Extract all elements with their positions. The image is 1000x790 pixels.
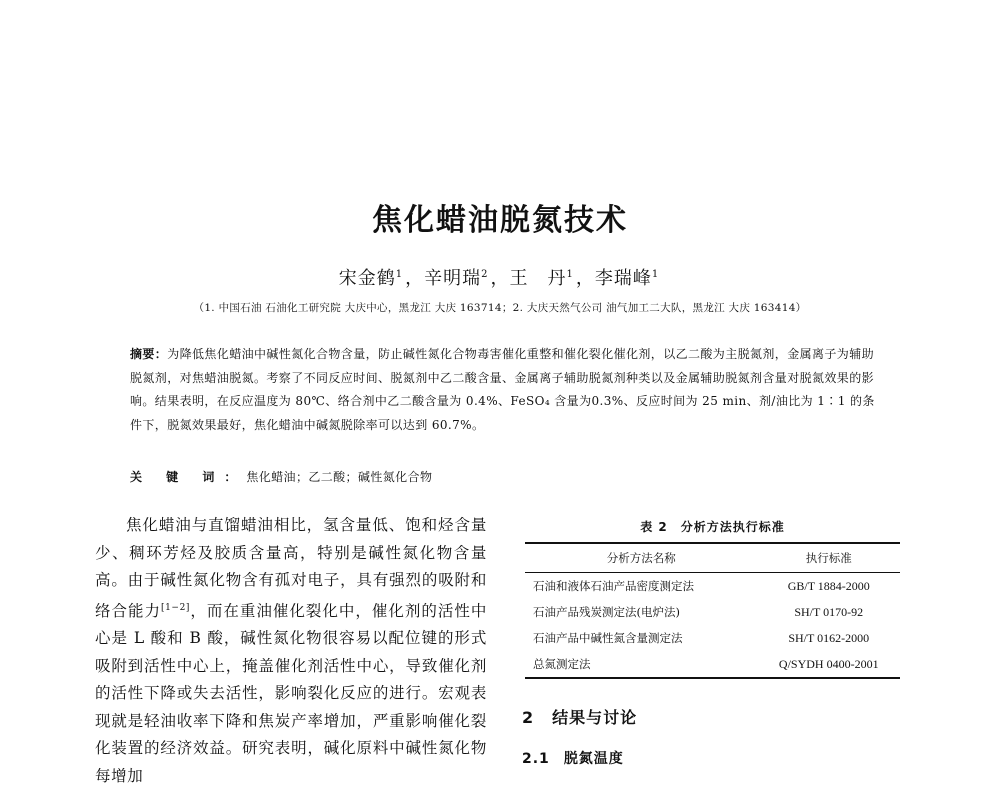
- standard-code-cell: SH/T 0170-92: [794, 604, 864, 619]
- keywords-label: 关 键 词：: [130, 470, 247, 484]
- author-affil-mark: 1: [566, 269, 574, 280]
- table-row: [525, 599, 900, 625]
- abstract: [130, 343, 880, 437]
- method-name-cell: 总氮测定法: [525, 651, 758, 678]
- author-name: 王 丹: [509, 268, 567, 289]
- citation: [1−2]: [161, 602, 191, 613]
- method-name-cell: 石油和液体石油产品密度测定法: [533, 579, 694, 593]
- section-title: 结果与讨论: [552, 708, 638, 727]
- table-row: [525, 625, 900, 651]
- keywords-text: 焦化蜡油；乙二酸；碱性氮化合物: [246, 470, 433, 484]
- author-name: 宋金鹤: [338, 268, 396, 289]
- body-paragraph: [95, 512, 487, 790]
- author-name: 辛明瑞: [424, 268, 482, 289]
- body-text: ，而在重油催化裂化中，催化剂的活性中心是 L 酸和 B 酸，碱性氮化物很容易以配位键的形式吸附到活性中心上，掩盖催化剂活性中心，导致催化剂的活性下降或失去活性，影响裂化反应的进行。宏观表现就是轻油收率下降和焦炭产率增加，严重影响催化裂化装置的经济效益。研究表明，碱化原料中碱性氮化物每增加: [95, 601, 487, 785]
- section-number: 2: [522, 708, 535, 727]
- author-affil-mark: 1: [395, 269, 404, 280]
- table-header-cell: 分析方法名称: [525, 543, 758, 573]
- table-header-row: [525, 543, 900, 573]
- table-row: [525, 651, 900, 678]
- author-separator: ，: [405, 268, 425, 289]
- subsection-number: 2.1: [522, 751, 550, 767]
- keywords: [130, 468, 432, 485]
- author-affil-mark: 2: [481, 269, 489, 280]
- standard-code-cell: GB/T 1884-2000: [787, 578, 870, 593]
- table-caption: 表 2 分析方法执行标准: [640, 520, 785, 534]
- author-affil-mark: 1: [651, 269, 660, 280]
- abstract-label: 摘要：: [130, 347, 168, 361]
- section-heading: [522, 705, 637, 728]
- paper-title: 焦化蜡油脱氮技术: [372, 203, 628, 238]
- standard-code-cell: Q/SYDH 0400-2001: [758, 651, 901, 678]
- table-row: [525, 573, 900, 600]
- author-line: [0, 264, 1000, 290]
- author-separator: ，: [575, 268, 595, 289]
- author-name: 李瑞峰: [594, 268, 652, 289]
- method-name-cell: 石油产品中碱性氮含量测定法: [533, 631, 683, 645]
- abstract-text: 为降低焦化蜡油中碱性氮化合物含量，防止碱性氮化合物毒害催化重整和催化裂化催化剂，以乙二酸为主脱氮剂，金属离子为辅助脱氮剂，对焦蜡油脱氮。考察了不同反应时间、脱氮剂中乙二酸含量、金属离子辅助脱氮剂种类以及金属辅助脱氮剂含量对脱氮效果的影响。结果表明，在反应温度为 80℃、络合剂中乙二酸含量为 0.4%、FeSO₄ 含量为0.3%、反应时间为 25 min、剂/油比为 1∶1 的条件下，脱氮效果最好，焦化蜡油中碱氮脱除率可以达到 60.7%。: [130, 347, 875, 432]
- standard-code-cell: SH/T 0162-2000: [788, 630, 870, 645]
- affiliation: （1. 中国石油 石油化工研究院 大庆中心，黑龙江 大庆 163714；2. 大庆天然气公司 油气加工二大队，黑龙江 大庆 163414）: [193, 302, 807, 314]
- author-separator: ，: [490, 268, 510, 289]
- subsection-heading: [522, 748, 624, 768]
- method-name-cell: 石油产品残炭测定法(电炉法): [533, 605, 680, 619]
- body-text: 焦化蜡油与直馏蜡油相比，氢含量低、饱和烃含量少、稠环芳烃及胶质含量高，特别是碱性氮化物含量高。由于碱性氮化物含有孤对电子，具有强烈的吸附和络合能力: [95, 516, 487, 620]
- table-header-cell: 执行标准: [758, 543, 901, 573]
- standards-table: [525, 542, 900, 679]
- subsection-title: 脱氮温度: [563, 751, 624, 767]
